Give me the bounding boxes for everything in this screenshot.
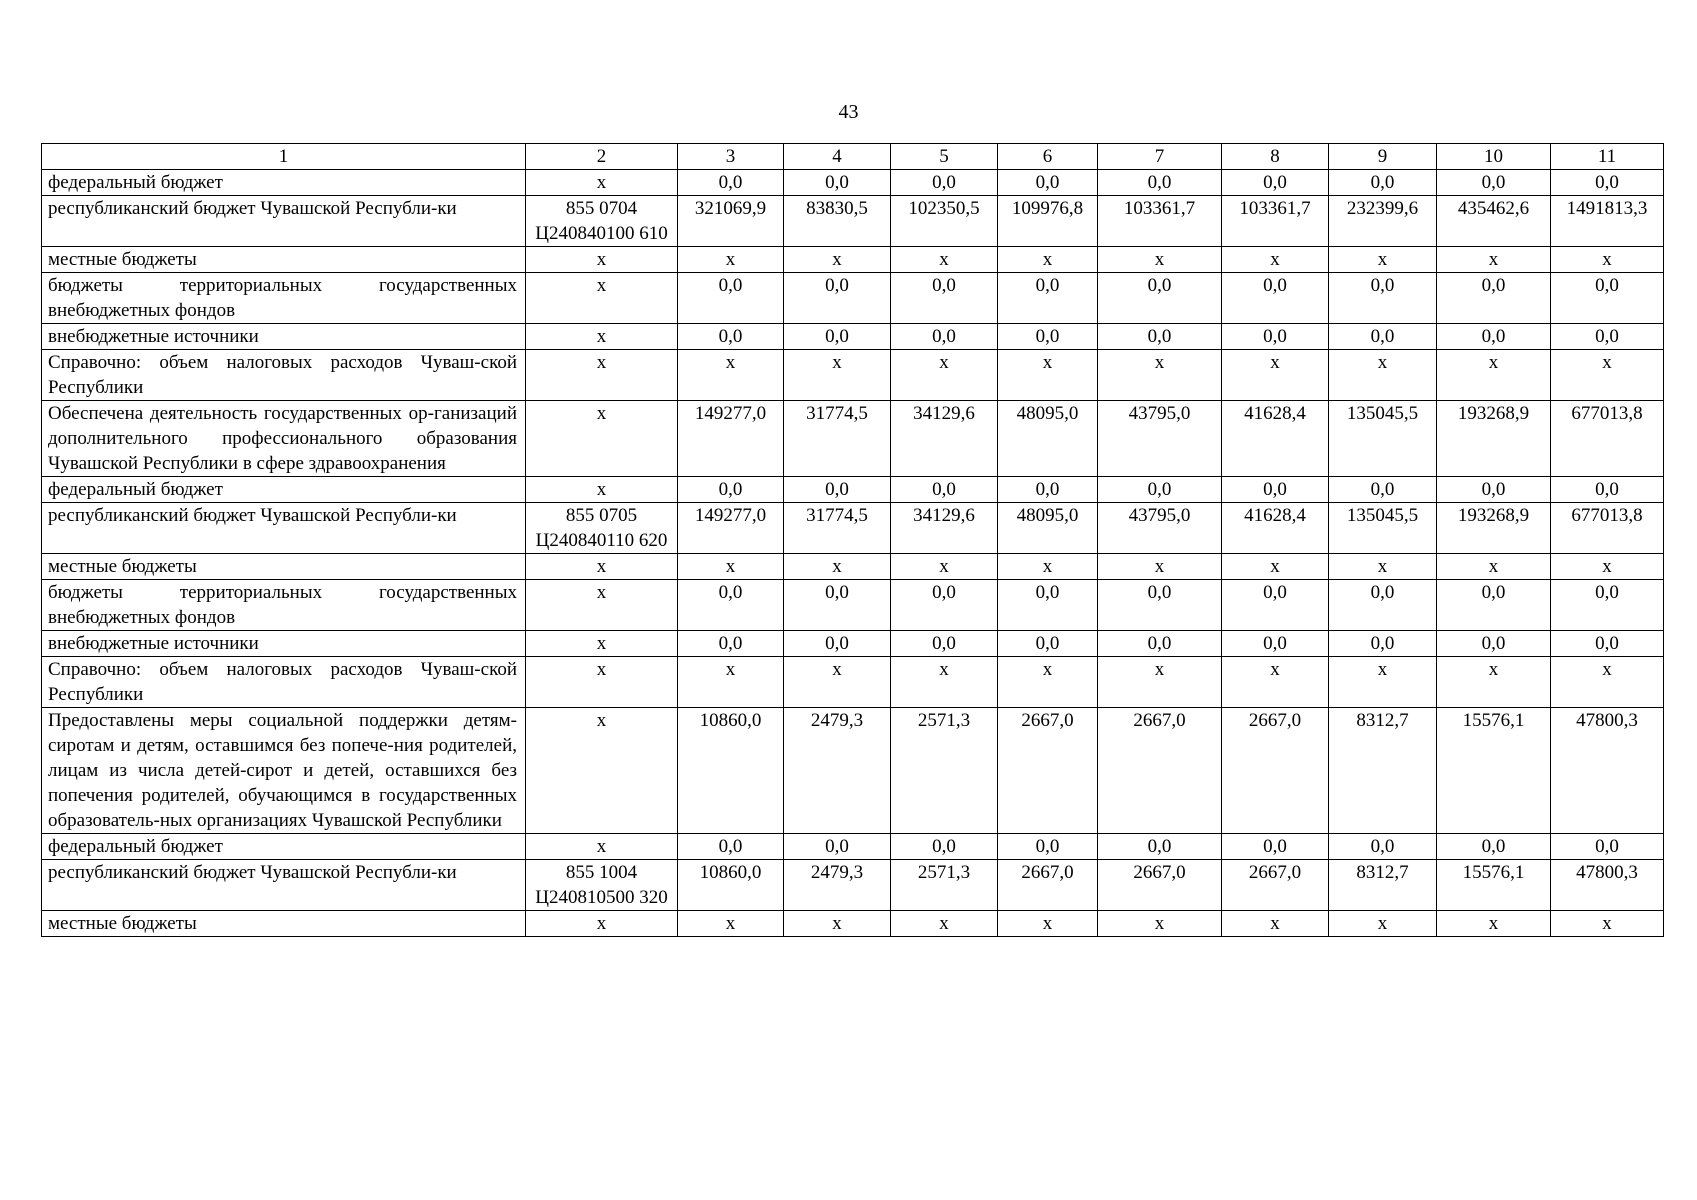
table-row	[42, 247, 1664, 273]
value-cell: 41628,4	[1222, 503, 1329, 554]
value-cell: 2667,0	[1222, 708, 1329, 834]
value-cell: 0,0	[1329, 324, 1437, 350]
value-cell: х	[891, 554, 998, 580]
header-cell: 1	[42, 144, 526, 170]
value-cell: 0,0	[1551, 580, 1664, 631]
value-cell: 0,0	[1222, 324, 1329, 350]
row-name-cell: Предоставлены меры социальной поддержки детям-сиротам и детям, оставшимся без попече-ния родителей, лицам из числа детей-сирот и детей, оставшихся без попечения родителей, обучающимся в государственных образователь-ных организациях Чувашской Республики	[42, 708, 526, 834]
row-code-cell: х	[526, 554, 678, 580]
table-row	[42, 834, 1664, 860]
value-cell: х	[1222, 911, 1329, 937]
value-cell: 2667,0	[998, 708, 1098, 834]
row-code-cell: 855 0704 Ц240840100 610	[526, 196, 678, 247]
value-cell: 0,0	[1098, 273, 1222, 324]
value-cell: 41628,4	[1222, 401, 1329, 477]
value-cell: х	[1098, 247, 1222, 273]
row-code-cell: х	[526, 247, 678, 273]
value-cell: 48095,0	[998, 503, 1098, 554]
row-name-cell: местные бюджеты	[42, 911, 526, 937]
value-cell: 232399,6	[1329, 196, 1437, 247]
value-cell: 149277,0	[678, 401, 784, 477]
value-cell: х	[1437, 350, 1551, 401]
row-name-cell: республиканский бюджет Чувашской Республи-ки	[42, 503, 526, 554]
row-code-cell: х	[526, 911, 678, 937]
value-cell: х	[1329, 657, 1437, 708]
value-cell: 8312,7	[1329, 708, 1437, 834]
table-row	[42, 170, 1664, 196]
page-number: 43	[838, 101, 859, 123]
row-name-cell: Справочно: объем налоговых расходов Чуваш-ской Республики	[42, 657, 526, 708]
value-cell: х	[998, 247, 1098, 273]
header-cell: 9	[1329, 144, 1437, 170]
value-cell: 321069,9	[678, 196, 784, 247]
value-cell: х	[891, 657, 998, 708]
row-code-cell: х	[526, 657, 678, 708]
value-cell: 103361,7	[1098, 196, 1222, 247]
value-cell: 0,0	[784, 324, 891, 350]
row-code-cell: х	[526, 580, 678, 631]
value-cell: х	[891, 911, 998, 937]
value-cell: 0,0	[998, 170, 1098, 196]
value-cell: 0,0	[678, 580, 784, 631]
table-row	[42, 911, 1664, 937]
header-cell: 6	[998, 144, 1098, 170]
value-cell: 135045,5	[1329, 401, 1437, 477]
value-cell: 0,0	[891, 324, 998, 350]
row-name-cell: внебюджетные источники	[42, 631, 526, 657]
value-cell: 83830,5	[784, 196, 891, 247]
value-cell: 1491813,3	[1551, 196, 1664, 247]
value-cell: х	[1098, 657, 1222, 708]
value-cell: 0,0	[1329, 170, 1437, 196]
value-cell: х	[998, 911, 1098, 937]
value-cell: х	[678, 657, 784, 708]
value-cell: 102350,5	[891, 196, 998, 247]
value-cell: 677013,8	[1551, 503, 1664, 554]
table-row	[42, 324, 1664, 350]
row-code-cell: х	[526, 834, 678, 860]
table-row	[42, 196, 1664, 247]
table-row	[42, 708, 1664, 834]
value-cell: х	[1437, 247, 1551, 273]
value-cell: 2479,3	[784, 860, 891, 911]
row-name-cell: бюджеты территориальных государственных внебюджетных фондов	[42, 273, 526, 324]
value-cell: 0,0	[1222, 477, 1329, 503]
value-cell: 10860,0	[678, 708, 784, 834]
header-cell: 4	[784, 144, 891, 170]
value-cell: х	[678, 554, 784, 580]
value-cell: х	[1329, 554, 1437, 580]
row-code-cell: х	[526, 477, 678, 503]
row-code-cell: х	[526, 708, 678, 834]
value-cell: 0,0	[1222, 170, 1329, 196]
value-cell: 0,0	[1098, 631, 1222, 657]
value-cell: 0,0	[1551, 834, 1664, 860]
value-cell: 0,0	[1437, 631, 1551, 657]
value-cell: 0,0	[998, 631, 1098, 657]
value-cell: 31774,5	[784, 401, 891, 477]
value-cell: 0,0	[1551, 477, 1664, 503]
value-cell: х	[1329, 247, 1437, 273]
value-cell: 0,0	[678, 273, 784, 324]
table-row	[42, 401, 1664, 477]
budget-table	[41, 143, 1664, 937]
value-cell: 0,0	[891, 580, 998, 631]
value-cell: х	[784, 911, 891, 937]
value-cell: 0,0	[1551, 324, 1664, 350]
value-cell: 48095,0	[998, 401, 1098, 477]
value-cell: 0,0	[1437, 477, 1551, 503]
value-cell: 435462,6	[1437, 196, 1551, 247]
table-row	[42, 350, 1664, 401]
row-name-cell: федеральный бюджет	[42, 170, 526, 196]
value-cell: 2571,3	[891, 860, 998, 911]
value-cell: 2667,0	[1098, 860, 1222, 911]
header-cell: 10	[1437, 144, 1551, 170]
value-cell: х	[998, 554, 1098, 580]
value-cell: х	[1551, 350, 1664, 401]
value-cell: 109976,8	[998, 196, 1098, 247]
row-code-cell: 855 0705 Ц240840110 620	[526, 503, 678, 554]
row-code-cell: х	[526, 350, 678, 401]
header-cell: 11	[1551, 144, 1664, 170]
header-cell: 8	[1222, 144, 1329, 170]
row-code-cell: х	[526, 324, 678, 350]
value-cell: 10860,0	[678, 860, 784, 911]
value-cell: х	[1551, 554, 1664, 580]
value-cell: 47800,3	[1551, 860, 1664, 911]
value-cell: 193268,9	[1437, 401, 1551, 477]
value-cell: х	[1222, 350, 1329, 401]
value-cell: х	[1222, 247, 1329, 273]
value-cell: 47800,3	[1551, 708, 1664, 834]
value-cell: 0,0	[891, 273, 998, 324]
value-cell: х	[1329, 350, 1437, 401]
value-cell: 0,0	[1098, 834, 1222, 860]
value-cell: х	[891, 350, 998, 401]
value-cell: 0,0	[1329, 580, 1437, 631]
value-cell: 0,0	[891, 834, 998, 860]
table-row	[42, 273, 1664, 324]
value-cell: 0,0	[1329, 834, 1437, 860]
value-cell: 0,0	[1437, 170, 1551, 196]
value-cell: 0,0	[784, 834, 891, 860]
value-cell: 0,0	[784, 477, 891, 503]
value-cell: 135045,5	[1329, 503, 1437, 554]
value-cell: 2479,3	[784, 708, 891, 834]
row-name-cell: федеральный бюджет	[42, 477, 526, 503]
value-cell: 2667,0	[1222, 860, 1329, 911]
row-code-cell: х	[526, 273, 678, 324]
value-cell: 0,0	[1329, 477, 1437, 503]
value-cell: х	[678, 350, 784, 401]
value-cell: 15576,1	[1437, 708, 1551, 834]
table-row	[42, 554, 1664, 580]
value-cell: 0,0	[678, 631, 784, 657]
value-cell: х	[1098, 911, 1222, 937]
value-cell: 43795,0	[1098, 401, 1222, 477]
value-cell: 43795,0	[1098, 503, 1222, 554]
table-row	[42, 657, 1664, 708]
value-cell: 31774,5	[784, 503, 891, 554]
value-cell: 0,0	[1551, 170, 1664, 196]
value-cell: 15576,1	[1437, 860, 1551, 911]
value-cell: 0,0	[1551, 631, 1664, 657]
value-cell: 2667,0	[1098, 708, 1222, 834]
row-name-cell: местные бюджеты	[42, 247, 526, 273]
value-cell: 0,0	[784, 631, 891, 657]
row-name-cell: республиканский бюджет Чувашской Республи-ки	[42, 196, 526, 247]
value-cell: х	[891, 247, 998, 273]
table-row	[42, 503, 1664, 554]
value-cell: х	[1098, 554, 1222, 580]
value-cell: 0,0	[1437, 273, 1551, 324]
value-cell: 0,0	[1098, 324, 1222, 350]
value-cell: 34129,6	[891, 401, 998, 477]
value-cell: 0,0	[998, 477, 1098, 503]
value-cell: 0,0	[784, 580, 891, 631]
value-cell: 0,0	[784, 170, 891, 196]
value-cell: 0,0	[998, 580, 1098, 631]
value-cell: 0,0	[1098, 580, 1222, 631]
value-cell: 0,0	[1222, 580, 1329, 631]
value-cell: 0,0	[998, 273, 1098, 324]
value-cell: х	[1098, 350, 1222, 401]
value-cell: 0,0	[678, 834, 784, 860]
value-cell: 34129,6	[891, 503, 998, 554]
value-cell: 0,0	[1437, 324, 1551, 350]
value-cell: 2667,0	[998, 860, 1098, 911]
value-cell: 0,0	[678, 477, 784, 503]
row-name-cell: федеральный бюджет	[42, 834, 526, 860]
value-cell: 0,0	[891, 477, 998, 503]
value-cell: х	[1551, 911, 1664, 937]
value-cell: х	[1222, 554, 1329, 580]
row-name-cell: республиканский бюджет Чувашской Республи-ки	[42, 860, 526, 911]
value-cell: х	[678, 911, 784, 937]
table-row	[42, 580, 1664, 631]
value-cell: 0,0	[891, 170, 998, 196]
value-cell: 0,0	[1329, 631, 1437, 657]
value-cell: 0,0	[678, 170, 784, 196]
value-cell: 0,0	[1551, 273, 1664, 324]
value-cell: 103361,7	[1222, 196, 1329, 247]
header-cell: 3	[678, 144, 784, 170]
row-name-cell: внебюджетные источники	[42, 324, 526, 350]
value-cell: х	[1551, 247, 1664, 273]
row-name-cell: Справочно: объем налоговых расходов Чуваш-ской Республики	[42, 350, 526, 401]
table-row	[42, 631, 1664, 657]
value-cell: 0,0	[678, 324, 784, 350]
header-cell: 7	[1098, 144, 1222, 170]
table-row	[42, 477, 1664, 503]
value-cell: х	[784, 554, 891, 580]
value-cell: 8312,7	[1329, 860, 1437, 911]
value-cell: х	[784, 657, 891, 708]
value-cell: х	[784, 350, 891, 401]
row-code-cell: х	[526, 170, 678, 196]
table-row	[42, 860, 1664, 911]
header-row	[42, 144, 1664, 170]
value-cell: х	[784, 247, 891, 273]
value-cell: 2571,3	[891, 708, 998, 834]
value-cell: х	[1437, 657, 1551, 708]
value-cell: 0,0	[784, 273, 891, 324]
row-name-cell: бюджеты территориальных государственных внебюджетных фондов	[42, 580, 526, 631]
value-cell: х	[1551, 657, 1664, 708]
value-cell: 193268,9	[1437, 503, 1551, 554]
value-cell: 0,0	[1222, 273, 1329, 324]
row-code-cell: х	[526, 631, 678, 657]
value-cell: 0,0	[891, 631, 998, 657]
value-cell: 677013,8	[1551, 401, 1664, 477]
header-cell: 5	[891, 144, 998, 170]
value-cell: 0,0	[1222, 834, 1329, 860]
row-name-cell: местные бюджеты	[42, 554, 526, 580]
value-cell: 0,0	[1222, 631, 1329, 657]
value-cell: 0,0	[1329, 273, 1437, 324]
value-cell: х	[678, 247, 784, 273]
row-code-cell: х	[526, 401, 678, 477]
value-cell: х	[998, 657, 1098, 708]
value-cell: х	[1222, 657, 1329, 708]
value-cell: 0,0	[1437, 834, 1551, 860]
value-cell: 149277,0	[678, 503, 784, 554]
value-cell: х	[1437, 554, 1551, 580]
table-body	[42, 144, 1664, 937]
value-cell: х	[1437, 911, 1551, 937]
value-cell: 0,0	[1098, 477, 1222, 503]
value-cell: х	[998, 350, 1098, 401]
row-code-cell: 855 1004 Ц240810500 320	[526, 860, 678, 911]
value-cell: х	[1329, 911, 1437, 937]
row-name-cell: Обеспечена деятельность государственных ор-ганизаций дополнительного профессионального образования Чувашской Республики в сфере здравоохранения	[42, 401, 526, 477]
value-cell: 0,0	[998, 834, 1098, 860]
value-cell: 0,0	[998, 324, 1098, 350]
value-cell: 0,0	[1437, 580, 1551, 631]
header-cell: 2	[526, 144, 678, 170]
value-cell: 0,0	[1098, 170, 1222, 196]
